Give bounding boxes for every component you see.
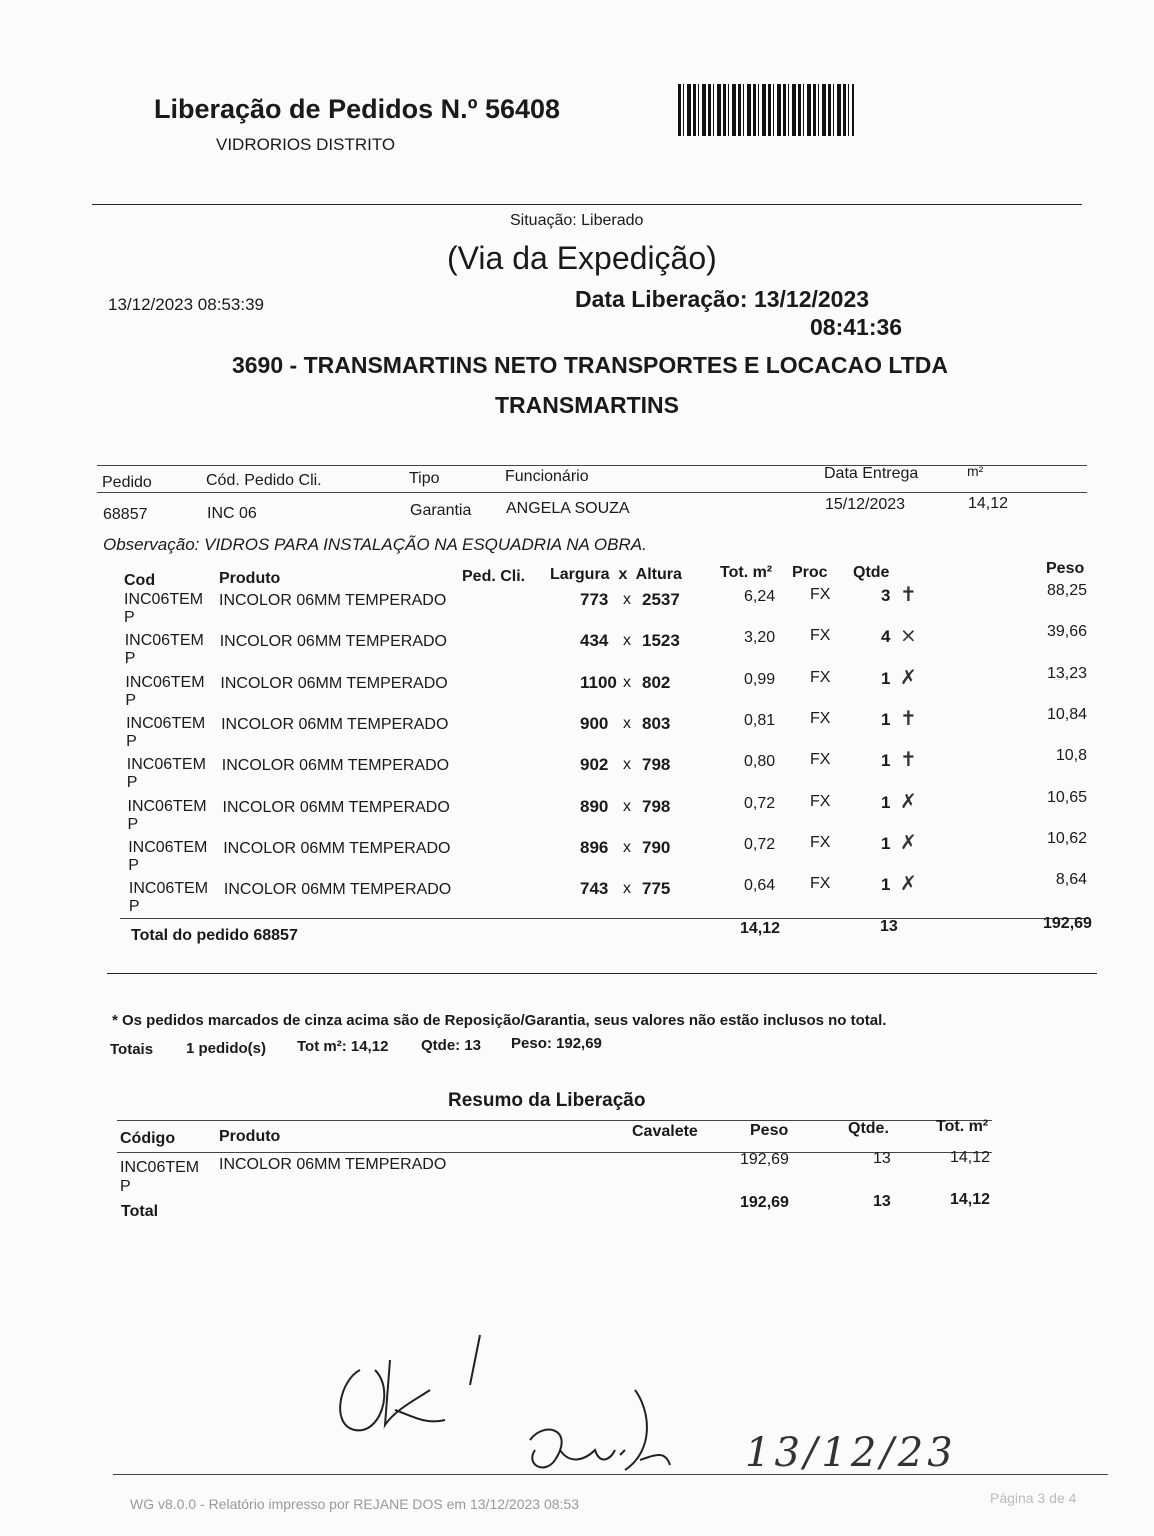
order-total-peso: 192,69 xyxy=(1043,915,1092,932)
item-qtde: 1 xyxy=(881,709,891,729)
col-largura-altura: Largura x Altura xyxy=(550,566,682,583)
document-title: Liberação de Pedidos N.º 56408 xyxy=(154,94,561,124)
item-largura: 890 xyxy=(580,796,609,816)
item-check-mark: ⨯ xyxy=(900,623,917,648)
totals-orders: 1 pedido(s) xyxy=(186,1040,267,1057)
item-cod: INC06TEM xyxy=(126,714,206,732)
col-produto: Produto xyxy=(219,570,281,587)
summary-tot-m2: 14,12 xyxy=(950,1149,991,1166)
item-qtde: 1 xyxy=(881,751,891,771)
item-cod: INC06TEM xyxy=(125,673,205,691)
table-row xyxy=(0,582,1154,629)
item-qtde: 3 xyxy=(881,586,891,605)
item-peso: 10,8 xyxy=(1055,747,1087,765)
item-tot-m2: 0,72 xyxy=(744,835,776,853)
item-proc: FX xyxy=(810,586,831,603)
order-total-qtde: 13 xyxy=(880,918,898,935)
item-produto: INCOLOR 06MM TEMPERADO xyxy=(221,757,450,775)
divider xyxy=(113,1474,1108,1475)
item-altura: 775 xyxy=(642,879,671,899)
item-tot-m2: 6,24 xyxy=(744,588,776,605)
summary-col-qtde: Qtde. xyxy=(848,1120,889,1137)
item-proc: FX xyxy=(810,709,831,727)
item-check-mark: ✗ xyxy=(900,788,917,813)
table-row xyxy=(0,747,1154,794)
divider xyxy=(120,918,1090,919)
item-qtde: 1 xyxy=(881,833,891,853)
item-produto: INCOLOR 06MM TEMPERADO xyxy=(221,715,449,733)
item-proc: FX xyxy=(810,668,831,686)
table-row xyxy=(0,788,1154,836)
item-largura: 896 xyxy=(580,837,609,857)
company-name: VIDRORIOS DISTRITO xyxy=(216,135,396,154)
item-cod: INC06TEM xyxy=(126,756,206,774)
order-total-m2: 14,12 xyxy=(740,920,781,937)
col-cod: Cod xyxy=(124,572,156,589)
summary-col-cavalete: Cavalete xyxy=(632,1123,698,1140)
item-x: x xyxy=(623,880,631,898)
table-row xyxy=(0,705,1154,753)
release-date: Data Liberação: 13/12/2023 xyxy=(575,286,870,312)
item-cod: INC06TEM xyxy=(128,838,208,856)
footer-text: WG v8.0.0 - Relatório impresso por REJANE DOS em 13/12/2023 08:53 xyxy=(130,1496,579,1512)
employee-name: ANGELA SOUZA xyxy=(506,500,630,517)
item-altura: 798 xyxy=(642,755,671,775)
item-x: x xyxy=(623,756,631,774)
item-qtde: 4 xyxy=(881,627,891,647)
status-text: Situação: Liberado xyxy=(510,212,644,229)
item-produto: INCOLOR 06MM TEMPERADO xyxy=(223,881,452,899)
client-order-code: INC 06 xyxy=(207,505,257,522)
table-row xyxy=(0,829,1154,877)
page-number: Página 3 de 4 xyxy=(990,1490,1077,1506)
client-short-name: TRANSMARTINS xyxy=(495,392,679,418)
delivery-date: 15/12/2023 xyxy=(825,496,906,513)
summary-produto: INCOLOR 06MM TEMPERADO xyxy=(219,1156,447,1173)
item-tot-m2: 3,20 xyxy=(744,629,776,647)
summary-total-peso: 192,69 xyxy=(740,1194,789,1211)
col-ped-cli: Ped. Cli. xyxy=(462,568,526,585)
release-time: 08:41:36 xyxy=(810,314,903,340)
item-largura: 743 xyxy=(580,879,609,899)
summary-col-tot-m2: Tot. m² xyxy=(936,1118,989,1135)
summary-qtde: 13 xyxy=(873,1150,891,1167)
handwritten-ok xyxy=(320,1330,520,1440)
item-check-mark: ✝ xyxy=(900,582,917,606)
item-cod: INC06TEM xyxy=(128,880,209,898)
order-number: 68857 xyxy=(103,506,148,523)
col-qtde: Qtde xyxy=(853,564,890,581)
item-cod-cont: P xyxy=(125,691,137,709)
item-proc: FX xyxy=(810,875,831,893)
item-check-mark: ✗ xyxy=(900,871,917,896)
item-altura: 790 xyxy=(642,837,671,857)
summary-col-peso: Peso xyxy=(750,1122,789,1139)
item-check-mark: ✗ xyxy=(900,829,917,854)
item-peso: 8,64 xyxy=(1055,871,1087,889)
item-produto: INCOLOR 06MM TEMPERADO xyxy=(222,798,450,816)
print-datetime: 13/12/2023 08:53:39 xyxy=(108,295,264,314)
item-produto: INCOLOR 06MM TEMPERADO xyxy=(223,839,451,857)
item-tot-m2: 0,72 xyxy=(744,794,776,812)
item-peso: 88,25 xyxy=(1046,582,1087,599)
barcode-image xyxy=(678,84,854,136)
item-largura: 434 xyxy=(580,631,609,651)
item-cod: INC06TEM xyxy=(127,797,207,815)
order-type: Garantia xyxy=(410,502,472,519)
item-qtde: 1 xyxy=(881,875,891,895)
item-check-mark: ✗ xyxy=(900,664,917,689)
item-proc: FX xyxy=(810,792,831,810)
table-row xyxy=(0,871,1154,918)
item-x: x xyxy=(623,714,631,732)
item-largura: 900 xyxy=(580,713,609,733)
order-total-label: Total do pedido 68857 xyxy=(131,927,298,944)
totals-peso: Peso: 192,69 xyxy=(511,1035,602,1052)
item-altura: 798 xyxy=(642,796,671,816)
summary-col-produto: Produto xyxy=(219,1128,281,1145)
item-tot-m2: 0,80 xyxy=(744,753,776,771)
items-header xyxy=(0,560,1154,590)
item-produto: INCOLOR 06MM TEMPERADO xyxy=(219,633,447,651)
divider xyxy=(107,973,1097,974)
note-text: * Os pedidos marcados de cinza acima são de Reposição/Garantia, seus valores não estão inclusos no total. xyxy=(112,1012,887,1029)
handwritten-date: 13/12/23 xyxy=(745,1430,957,1476)
summary-total-tot-m2: 14,12 xyxy=(950,1191,991,1208)
divider xyxy=(92,204,1082,205)
item-qtde: 1 xyxy=(881,668,891,688)
item-produto: INCOLOR 06MM TEMPERADO xyxy=(219,592,447,609)
order-m2: 14,12 xyxy=(968,495,1009,512)
client-name: 3690 - TRANSMARTINS NETO TRANSPORTES E LOCACAO LTDA xyxy=(231,352,949,378)
table-row xyxy=(0,664,1154,712)
item-x: x xyxy=(623,838,631,856)
item-proc: FX xyxy=(810,833,831,851)
summary-cod-cont: P xyxy=(120,1178,131,1195)
via-label: (Via da Expedição) xyxy=(447,240,717,276)
item-largura: 902 xyxy=(580,755,609,775)
summary-cod: INC06TEM xyxy=(120,1159,200,1176)
item-cod-cont: P xyxy=(128,856,139,874)
item-cod-cont: P xyxy=(124,609,135,626)
col-pedido: Pedido xyxy=(102,474,152,491)
item-tot-m2: 0,64 xyxy=(744,877,776,895)
summary-title: Resumo da Liberação xyxy=(448,1090,646,1111)
item-largura: 773 xyxy=(580,590,609,609)
col-funcionario: Funcionário xyxy=(505,468,589,485)
item-x: x xyxy=(623,632,631,650)
item-peso: 13,23 xyxy=(1046,664,1087,682)
item-peso: 10,62 xyxy=(1046,829,1087,847)
summary-total-qtde: 13 xyxy=(873,1193,891,1210)
item-altura: 803 xyxy=(642,713,671,733)
totals-m2: Tot m²: 14,12 xyxy=(297,1038,389,1055)
summary-col-codigo: Código xyxy=(120,1130,176,1147)
item-cod-cont: P xyxy=(126,732,137,750)
table-row xyxy=(0,623,1154,670)
item-peso: 39,66 xyxy=(1046,623,1087,641)
item-cod-cont: P xyxy=(127,815,139,833)
divider xyxy=(117,1152,992,1153)
item-cod: INC06TEM xyxy=(124,591,204,608)
item-tot-m2: 0,81 xyxy=(744,711,776,729)
item-peso: 10,84 xyxy=(1046,705,1087,723)
item-proc: FX xyxy=(810,627,831,645)
col-tot-m2: Tot. m² xyxy=(720,564,773,581)
col-cod-pedido-cli: Cód. Pedido Cli. xyxy=(206,472,322,489)
col-proc: Proc xyxy=(792,564,828,581)
col-m2: m² xyxy=(967,463,984,479)
item-qtde: 1 xyxy=(881,792,891,812)
item-altura: 1523 xyxy=(642,631,680,651)
item-largura: 1100 xyxy=(580,672,617,692)
item-altura: 802 xyxy=(642,672,671,692)
totals-qtde: Qtde: 13 xyxy=(421,1037,482,1054)
col-tipo: Tipo xyxy=(409,470,440,487)
item-peso: 10,65 xyxy=(1046,788,1087,806)
item-proc: FX xyxy=(810,751,831,769)
summary-peso: 192,69 xyxy=(740,1151,789,1168)
item-x: x xyxy=(623,591,631,608)
observation-text: Observação: VIDROS PARA INSTALAÇÃO NA ESQUADRIA NA OBRA. xyxy=(103,535,647,554)
item-x: x xyxy=(623,673,631,691)
item-cod-cont: P xyxy=(128,898,140,916)
item-produto: INCOLOR 06MM TEMPERADO xyxy=(220,674,448,692)
item-cod-cont: P xyxy=(124,650,136,668)
item-cod-cont: P xyxy=(126,774,138,792)
divider xyxy=(97,492,1087,493)
item-altura: 2537 xyxy=(642,590,680,609)
item-x: x xyxy=(623,797,631,815)
col-data-entrega: Data Entrega xyxy=(824,465,919,482)
item-cod: INC06TEM xyxy=(124,632,204,650)
divider xyxy=(97,465,1087,466)
col-peso: Peso xyxy=(1046,560,1085,577)
totals-label: Totais xyxy=(110,1041,154,1058)
summary-total-label: Total xyxy=(121,1203,159,1220)
item-check-mark: ✝ xyxy=(900,747,917,772)
item-check-mark: ✝ xyxy=(900,705,917,730)
item-tot-m2: 0,99 xyxy=(744,670,776,688)
